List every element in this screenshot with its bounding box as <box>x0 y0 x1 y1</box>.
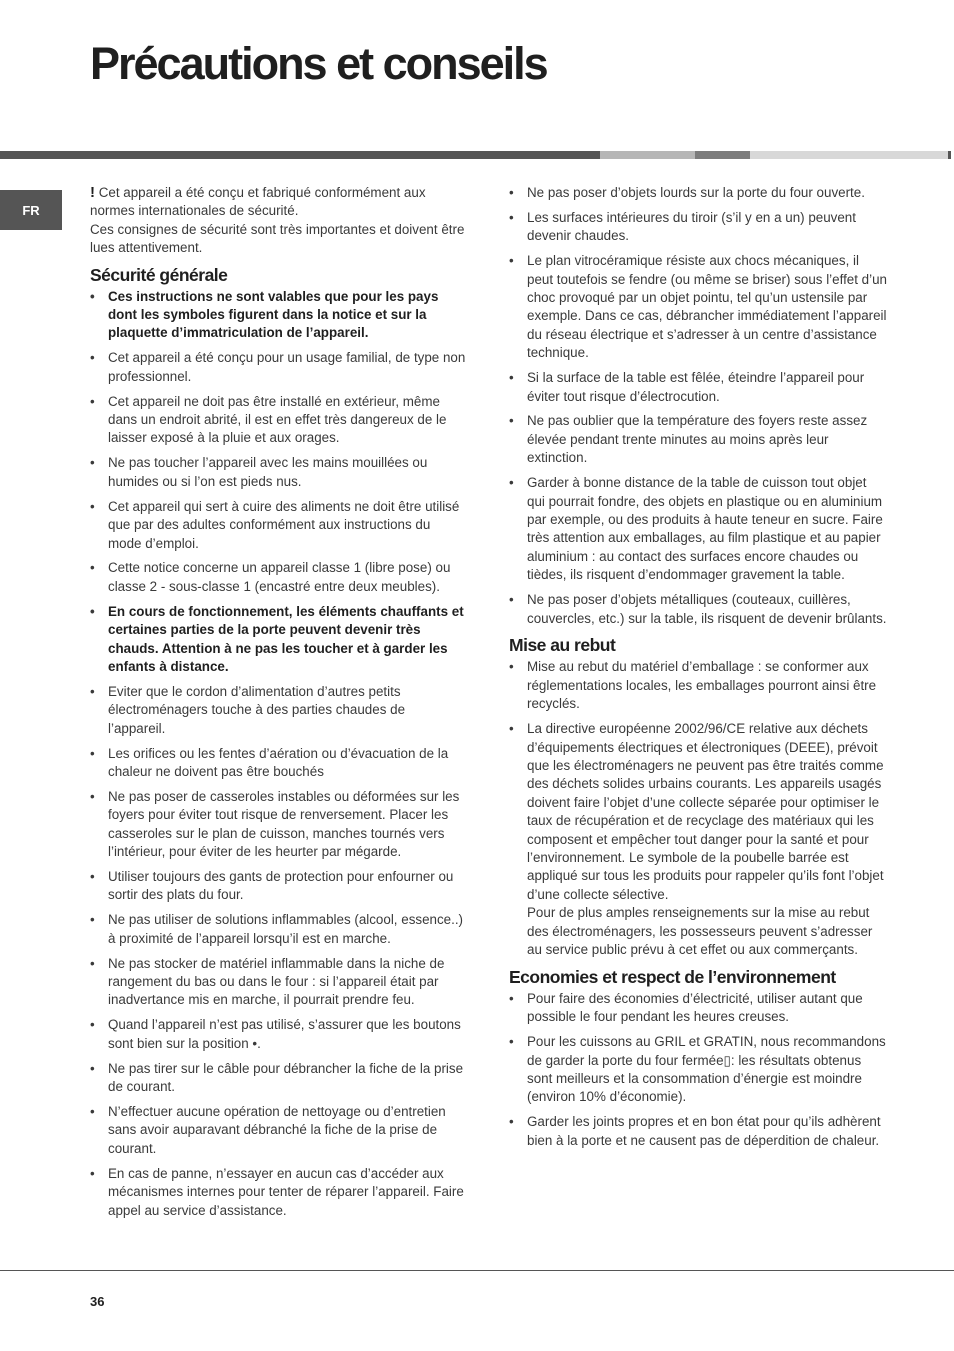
list-item <box>509 990 887 1027</box>
list-item <box>509 1033 887 1107</box>
list-item <box>90 454 466 491</box>
list-item <box>509 412 887 467</box>
intro-line-1: Cet appareil a été conçu et fabriqué conformément aux normes internationales de sécurité. <box>90 185 426 219</box>
list-item-text: Les surfaces intérieures du tiroir (s’il y en a un) peuvent devenir chaudes. <box>527 209 856 244</box>
page-number: 36 <box>90 1294 105 1309</box>
environment-list <box>509 990 887 1150</box>
right-column <box>509 184 887 1157</box>
list-item <box>509 474 887 584</box>
list-item <box>90 288 466 343</box>
list-item <box>90 788 466 862</box>
list-item <box>90 559 466 596</box>
list-item <box>90 683 466 738</box>
page-title: Précautions et conseils <box>90 38 547 89</box>
list-item <box>90 349 466 386</box>
list-item-text: Garder les joints propres et en bon état pour qu’ils adhèrent bien à la porte et ne causent pas de déperdition de chaleur. <box>527 1114 881 1148</box>
list-item <box>509 658 887 713</box>
list-item-text: Cet appareil qui sert à cuire des aliments ne doit être utilisé que par des adultes conformément aux instructions du mode d’emploi. <box>108 498 460 551</box>
warning-mark: ! <box>90 184 95 201</box>
list-item-text: Eviter que le cordon d’alimentation d’autres petits électroménagers touche à des parties chaudes de l’appareil. <box>108 683 406 736</box>
list-item-text: Cet appareil a été conçu pour un usage familial, de type non professionnel. <box>108 350 466 384</box>
header-bar-end <box>948 151 951 159</box>
list-item <box>90 955 466 1010</box>
header-bar-mid <box>695 151 750 159</box>
list-item-text: N’effectuer aucune opération de nettoyage ou d’entretien sans avoir auparavant débranché la fiche de la prise de courant. <box>108 1103 446 1156</box>
header-bar-pale <box>750 151 948 159</box>
list-item-text: En cas de panne, n’essayer en aucun cas d’accéder aux mécanismes internes pour tenter de réparer l’appareil. Faire appel au service d’assistance. <box>108 1165 464 1218</box>
disposal-continuation: Pour de plus amples renseignements sur la mise au rebut des électroménagers, les possesseurs peuvent s’adresser au service public prévu à cet effet ou aux commerçants. <box>527 905 873 958</box>
list-item <box>509 209 887 246</box>
list-item-text: Ne pas poser d’objets lourds sur la porte du four ouverte. <box>527 185 865 200</box>
general-safety-list <box>90 288 466 1220</box>
heading-environment: Economies et respect de l’environnement <box>509 966 836 987</box>
list-item-text: En cours de fonctionnement, les éléments chauffants et certaines parties de la porte peuvent devenir très chauds. Attention à ne pas les toucher et à garder les enfants à distance. <box>108 603 464 674</box>
list-item-text: Si la surface de la table est fêlée, éteindre l’appareil pour éviter tout risque d’électrocution. <box>527 370 865 404</box>
list-item-text: Les orifices ou les fentes d’aération ou d’évacuation de la chaleur ne doivent pas être bouchés <box>108 745 449 779</box>
list-item-text: Ne pas toucher l’appareil avec les mains mouillées ou humides ou si l’on est pieds nus. <box>108 455 428 489</box>
list-item-text: Ne pas tirer sur le câble pour débrancher la fiche de la prise de courant. <box>108 1060 464 1095</box>
intro-paragraph <box>90 184 466 258</box>
list-item-text: Ne pas poser d’objets métalliques (couteaux, cuillères, couvercles, etc.) sur la table, ils risquent de devenir brûlants. <box>527 592 887 626</box>
header-bar-light <box>600 151 695 159</box>
list-item <box>90 868 466 905</box>
list-item-text: Ne pas stocker de matériel inflammable dans la niche de rangement du bas ou dans le four : si l’appareil était par inadvertance mis en marche, il pourrait prendre feu. <box>108 955 445 1008</box>
list-item <box>90 1103 466 1158</box>
list-item <box>90 745 466 782</box>
safety-list-continued <box>509 184 887 628</box>
list-item-text: Quand l’appareil n’est pas utilisé, s’assurer que les boutons sont bien sur la position •. <box>108 1017 461 1051</box>
list-item-text: Mise au rebut du matériel d’emballage : se conformer aux réglementations locales, les emballages pourront ainsi être recyclés. <box>527 659 877 712</box>
language-tab: FR <box>0 190 62 230</box>
list-item-text: Ces instructions ne sont valables que pour les pays dont les symboles figurent dans la notice et sur la plaquette d’immatriculation de l’appareil. <box>108 288 439 341</box>
list-item-text: Ne pas oublier que la température des foyers reste assez élevée pendant trente minutes au moins après leur extinction. <box>527 413 868 466</box>
left-column <box>90 184 466 1226</box>
list-item <box>90 498 466 553</box>
list-item-text: Pour les cuissons au GRIL et GRATIN, nous recommandons de garder la porte du four fermée▯: les résultats obtenus sont meilleurs et la consommation d’énergie est moindre (environ 10% d’économie). <box>527 1034 886 1105</box>
list-item-text: Cette notice concerne un appareil classe 1 (libre pose) ou classe 2 - sous-classe 1 (encastré entre deux meubles). <box>108 560 451 594</box>
list-item <box>90 1060 466 1097</box>
list-item <box>509 252 887 362</box>
list-item-text: Ne pas poser de casseroles instables ou déformées sur les foyers pour éviter tout risque de renversement. Placer les casseroles sur le plan de cuisson, manches tournés vers l’intérieur, pour éviter de les heurter par mégarde. <box>108 788 460 860</box>
list-item-text: Ne pas utiliser de solutions inflammables (alcool, essence..) à proximité de l’appareil lorsqu’il est en marche. <box>108 912 464 946</box>
list-item-text: Garder à bonne distance de la table de cuisson tout objet qui pourrait fondre, des objets en plastique ou en aluminium par exemple, ou des produits à haute teneur en sucre. Faire très attention aux emballages, au film plastique et au papier aluminium : au contact des surfaces encore chaudes ou tièdes, ils risquent d’endommager gravement la table. <box>527 475 883 583</box>
list-item-text: Cet appareil ne doit pas être installé en extérieur, même dans un endroit abrité, il est en effet très dangereux de le laisser exposé à la pluie et aux orages. <box>108 393 447 446</box>
intro-line-2: Ces consignes de sécurité sont très importantes et doivent être lues attentivement. <box>90 221 465 256</box>
header-bar-dark <box>0 151 600 159</box>
list-item-text: La directive européenne 2002/96/CE relative aux déchets d’équipements électriques et électroniques (DEEE), prévoit que les électroménagers ne peuvent pas être traités comme des déchets solides urbains courants. Les appareils usagés doivent faire l’objet d’une collecte séparée pour optimiser le taux de récupération et de recyclage des matériaux qui les composent et empêcher tout danger pour la santé et pour l’environnement. Le symbole de la poubelle barrée est appliqué sur tous les produits pour rappeler qu’ils font l’objet d’une collecte sélective. <box>527 721 884 902</box>
heading-disposal: Mise au rebut <box>509 635 616 656</box>
list-item-text: Le plan vitrocéramique résiste aux chocs mécaniques, il peut toutefois se fendre (ou même se briser) sous l’effet d’un choc provoqué par un objet pointu, tel qu’un ustensile par exemple. Dans ce cas, débrancher immédiatement l’appareil du réseau électrique et s’adresser à un centre d’assistance technique. <box>527 253 888 361</box>
list-item <box>90 393 466 448</box>
footer-rule <box>0 1270 954 1271</box>
heading-general-safety: Sécurité générale <box>90 264 228 285</box>
list-item <box>90 1016 466 1053</box>
list-item <box>90 1165 466 1220</box>
list-item <box>509 184 887 202</box>
list-item <box>90 911 466 948</box>
list-item <box>509 720 887 959</box>
list-item <box>509 591 887 628</box>
disposal-list <box>509 658 887 959</box>
list-item <box>509 1113 887 1150</box>
list-item-text: Utiliser toujours des gants de protection pour enfourner ou sortir des plats du four. <box>108 869 454 903</box>
list-item-text: Pour faire des économies d’électricité, utiliser autant que possible le four pendant les heures creuses. <box>527 990 863 1025</box>
list-item <box>509 369 887 406</box>
list-item <box>90 603 466 677</box>
